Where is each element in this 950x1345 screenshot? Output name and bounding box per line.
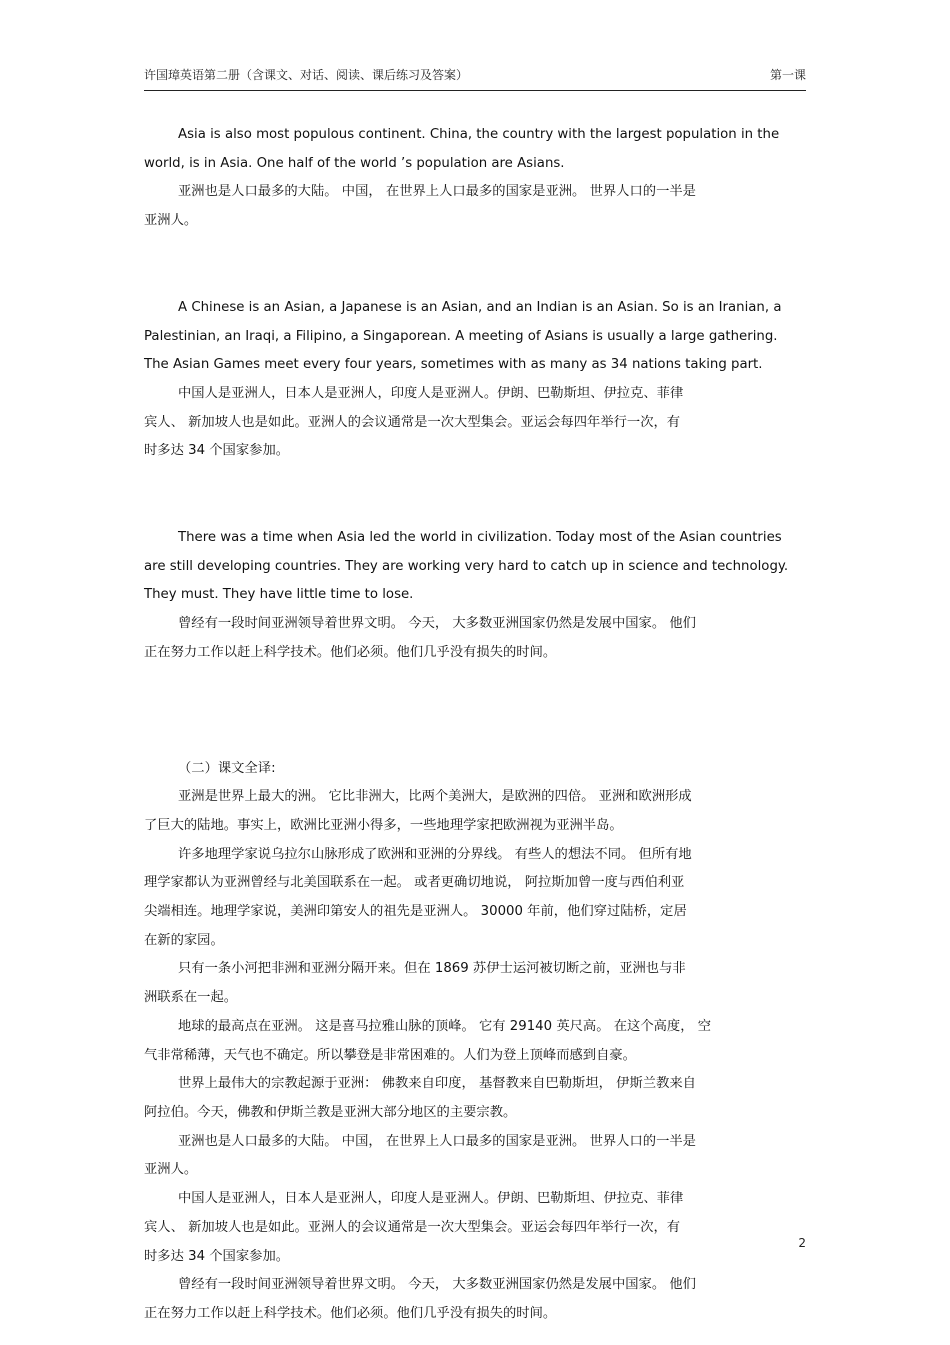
paragraph-en-2 [144, 294, 806, 380]
text-line: 在新的家园。 [144, 932, 224, 948]
text-line: world, is in Asia. One half of the world ’s population are Asians. [144, 155, 565, 171]
text-line: They must. They have little time to lose. [144, 587, 414, 603]
text-line: are still developing countries. They are working very hard to catch up in science and technology. [144, 558, 789, 574]
text-line: 亚洲是世界上最大的洲。 它比非洲大，比两个美洲大，是欧洲的四倍。 亚洲和欧洲形成 [178, 789, 692, 805]
text-line: 曾经有一段时间亚洲领导着世界文明。 今天， 大多数亚洲国家仍然是发展中国家。 他们 [178, 1277, 696, 1293]
text-line: 中国人是亚洲人，日本人是亚洲人，印度人是亚洲人。伊朗、巴勒斯坦、伊拉克、菲律 [178, 385, 684, 401]
text-line: 亚洲也是人口最多的大陆。 中国， 在世界上人口最多的国家是亚洲。 世界人口的一半是 [178, 184, 696, 200]
paragraph-zh-1 [144, 178, 806, 235]
page-content [144, 121, 806, 1329]
text-line: Palestinian, an Iraqi, a Filipino, a Singaporean. A meeting of Asians is usually a large gathering. [144, 328, 778, 344]
page-number: 2 [798, 1236, 806, 1250]
text-line: 曾经有一段时间亚洲领导着世界文明。 今天， 大多数亚洲国家仍然是发展中国家。 他们 [178, 616, 696, 632]
text-line: 亚洲人。 [144, 1162, 198, 1178]
text-line: A Chinese is an Asian, a Japanese is an Asian, and an Indian is an Asian. So is an Iranian, a [178, 299, 782, 315]
text-line: 洲联系在一起。 [144, 990, 238, 1006]
paragraph-zh-3 [144, 610, 806, 667]
text-line: Asia is also most populous continent. China, the country with the largest population in the [178, 127, 780, 142]
paragraph-en-3 [144, 524, 806, 610]
text-line: 气非常稀薄，天气也不确定。所以攀登是非常困难的。人们为登上顶峰而感到自豪。 [144, 1047, 636, 1063]
text-line: 宾人、 新加坡人也是如此。亚洲人的会议通常是一次大型集会。亚运会每四年举行一次，有 [144, 414, 681, 430]
text-line: 阿拉伯。今天，佛教和伊斯兰教是亚洲大部分地区的主要宗教。 [144, 1104, 517, 1120]
text-line: 世界上最伟大的宗教起源于亚洲： 佛教来自印度， 基督教来自巴勒斯坦， 伊斯兰教来自 [178, 1076, 696, 1092]
page-header [144, 66, 806, 91]
text-line: 亚洲也是人口最多的大陆。 中国， 在世界上人口最多的国家是亚洲。 世界人口的一半是 [178, 1133, 696, 1149]
paragraph-en-1 [144, 121, 806, 178]
paragraph-zh-2 [144, 380, 806, 466]
text-line: 只有一条小河把非洲和亚洲分隔开来。但在 1869 苏伊士运河被切断之前，亚洲也与非 [178, 961, 686, 977]
book-title: 许国璋英语第二册（含课文、对话、阅读、课后练习及答案） [144, 68, 469, 82]
lesson-label: 第一课 [769, 68, 806, 82]
text-line: 时多达 34 个国家参加。 [144, 443, 290, 459]
text-line: 理学家都认为亚洲曾经与北美国联系在一起。 或者更确切地说， 阿拉斯加曾一度与西伯利亚 [144, 875, 685, 891]
text-line: There was a time when Asia led the world in civilization. Today most of the Asian countries [178, 530, 782, 546]
section-heading: （二）课文全译: [178, 760, 276, 776]
text-line: 宾人、 新加坡人也是如此。亚洲人的会议通常是一次大型集会。亚运会每四年举行一次，有 [144, 1219, 681, 1235]
text-line: 亚洲人。 [144, 213, 198, 229]
text-line: 中国人是亚洲人，日本人是亚洲人，印度人是亚洲人。伊朗、巴勒斯坦、伊拉克、菲律 [178, 1191, 684, 1207]
text-line: 地球的最高点在亚洲。 这是喜马拉雅山脉的顶峰。 它有 29140 英尺高。 在这个高度， 空 [178, 1018, 712, 1034]
text-line: 尖端相连。地理学家说，美洲印第安人的祖先是亚洲人。 30000 年前，他们穿过陆桥，定居 [144, 904, 687, 920]
text-line: 时多达 34 个国家参加。 [144, 1248, 290, 1264]
text-line: 正在努力工作以赶上科学技术。他们必须。他们几乎没有损失的时间。 [144, 1305, 557, 1321]
text-line: 许多地理学家说乌拉尔山脉形成了欧洲和亚洲的分界线。 有些人的想法不同。 但所有地 [178, 846, 692, 862]
translation-section [144, 755, 806, 1329]
text-line: 了巨大的陆地。事实上，欧洲比亚洲小得多，一些地理学家把欧洲视为亚洲半岛。 [144, 817, 623, 833]
text-line: 正在努力工作以赶上科学技术。他们必须。他们几乎没有损失的时间。 [144, 644, 557, 660]
text-line: The Asian Games meet every four years, sometimes with as many as 34 nations taking part. [144, 357, 763, 373]
